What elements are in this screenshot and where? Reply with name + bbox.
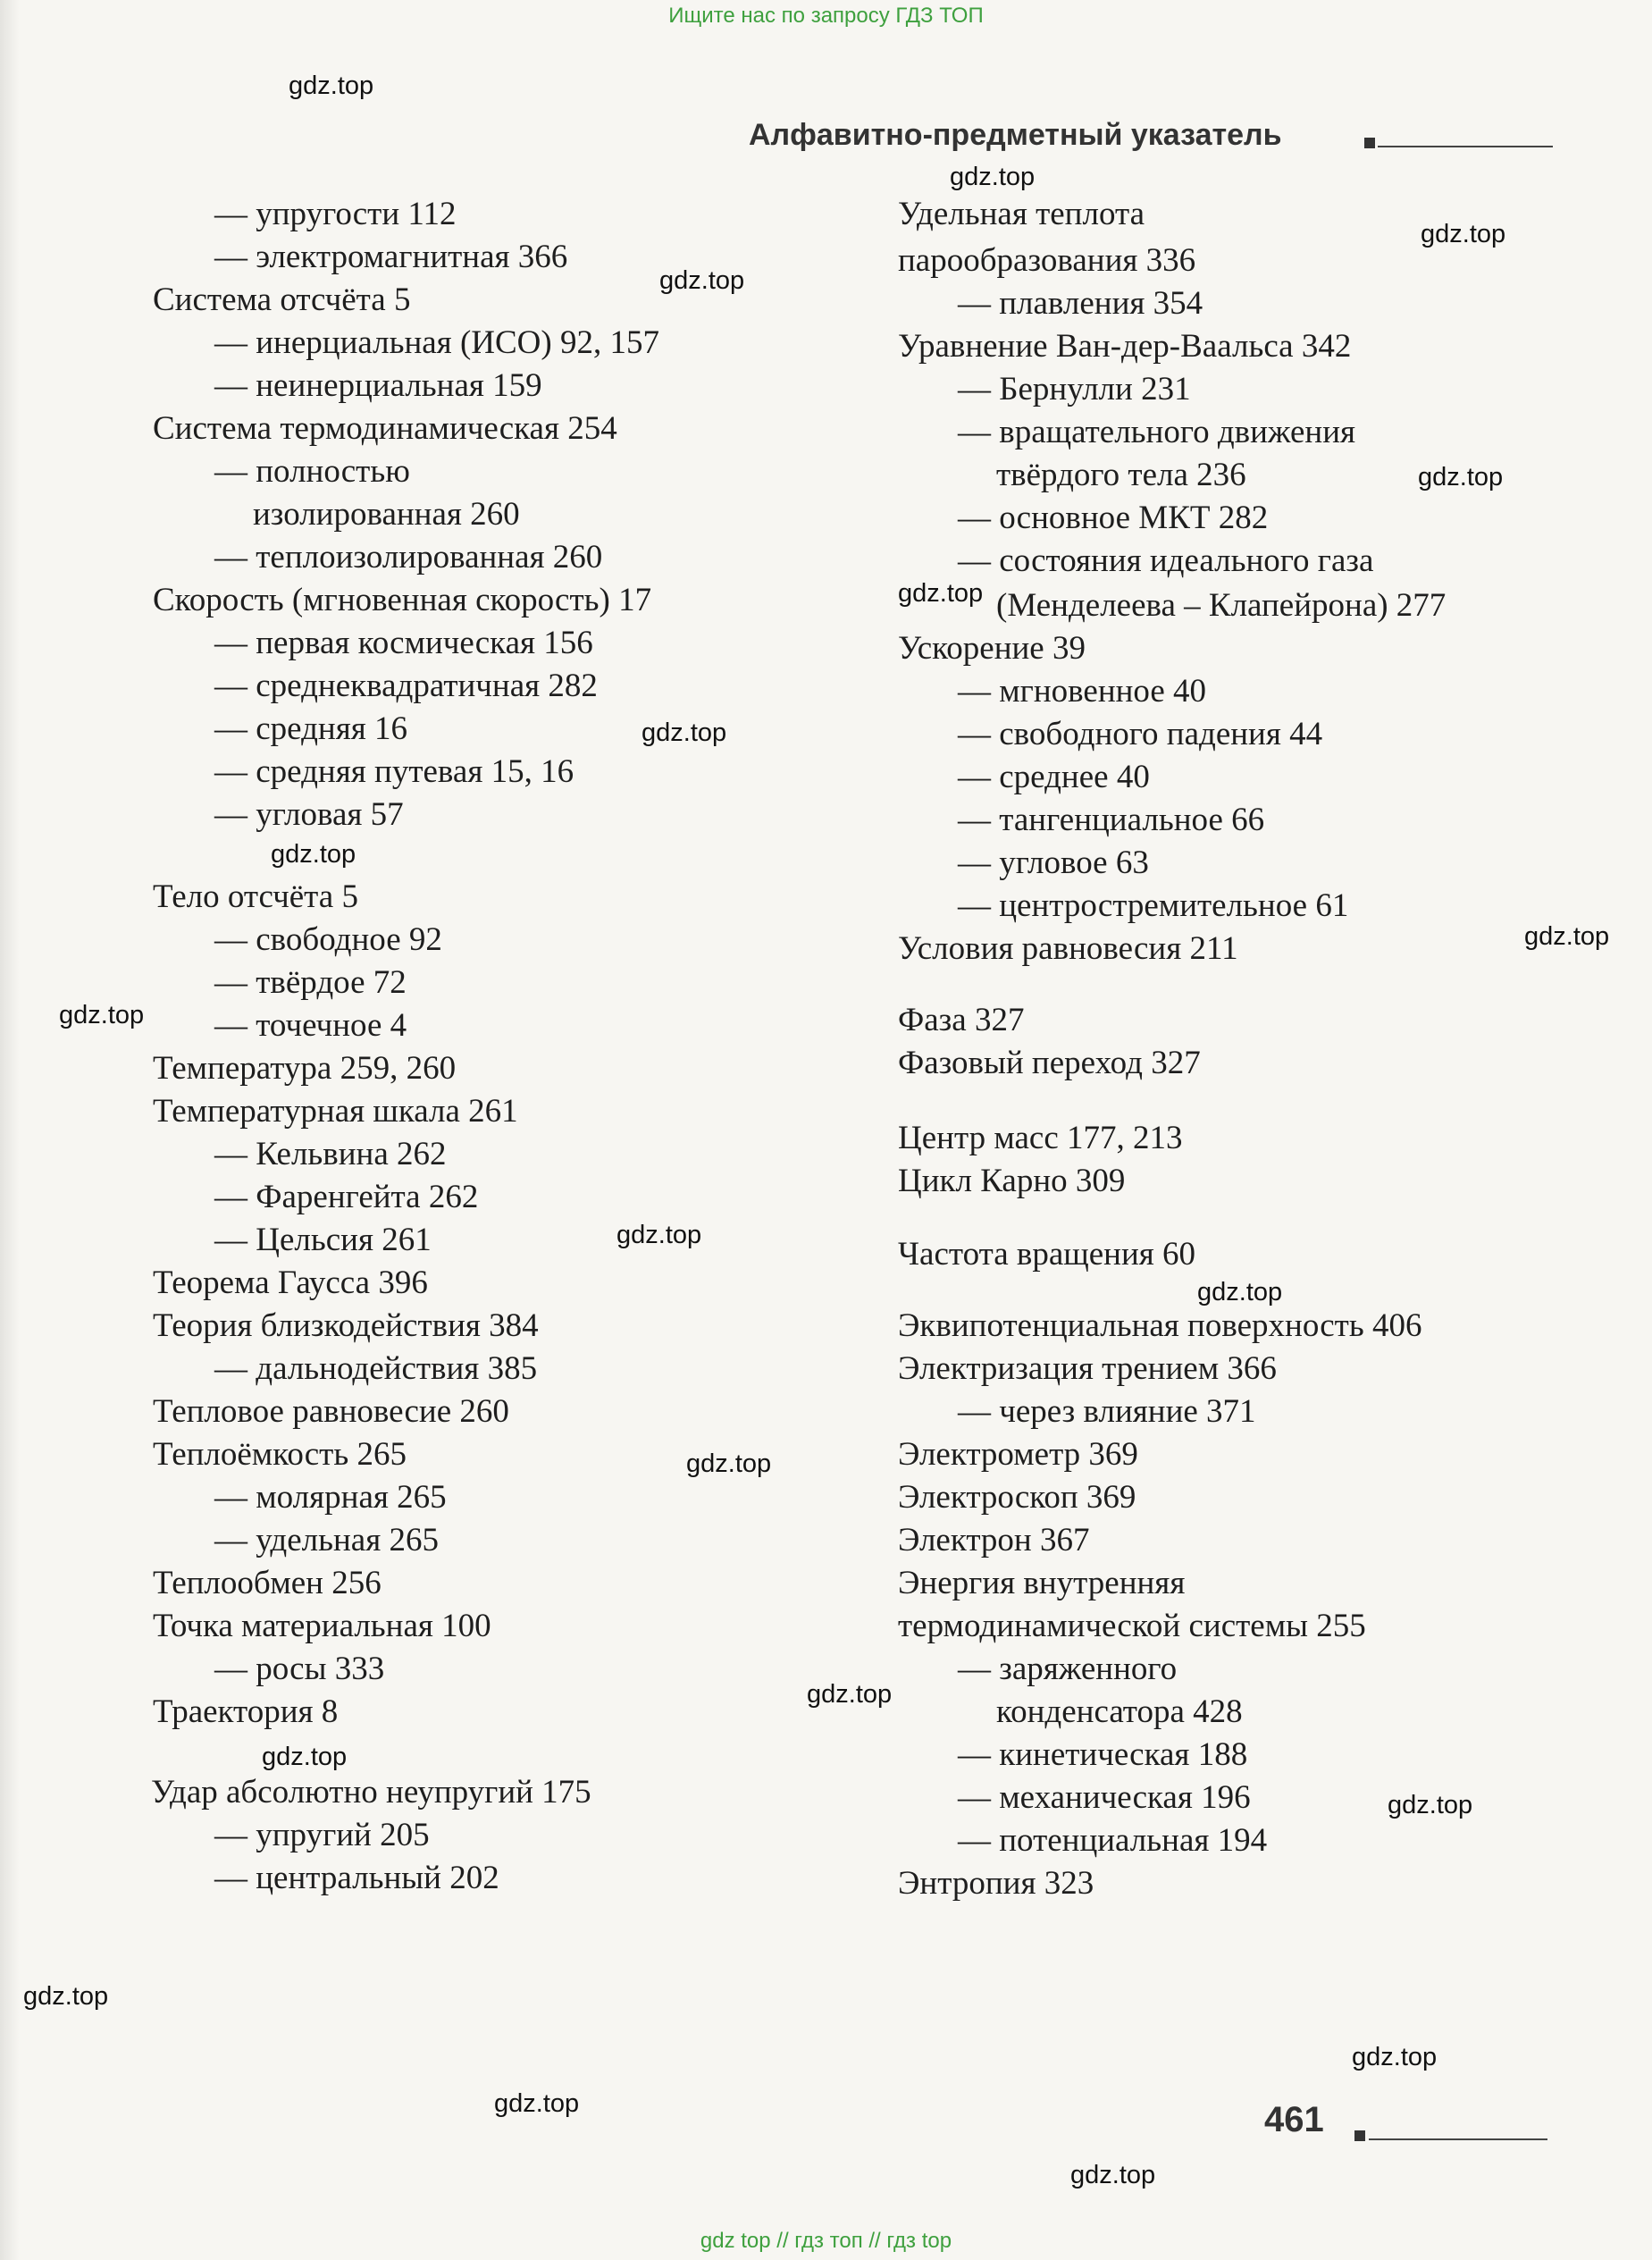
index-entry: Частота вращения 60 [898,1236,1196,1273]
index-entry: — потенциальная 194 [958,1822,1268,1859]
index-entry: — удельная 265 [214,1522,439,1558]
page-number: 461 [1264,2100,1324,2139]
index-entry: — дальнодействия 385 [214,1350,538,1387]
index-entry: Уравнение Ван-дер-Ваальса 342 [898,328,1352,365]
page-title: Алфавитно-предметный указатель [749,118,1282,152]
index-entry: Удельная теплота [898,196,1145,232]
index-entry: Условия равновесия 211 [898,930,1238,967]
index-entry: Фазовый переход 327 [898,1045,1201,1081]
index-entry: — состояния идеального газа [958,542,1374,579]
index-entry: изолированная 260 [253,496,520,533]
index-entry: Центр масс 177, 213 [898,1120,1183,1156]
index-entry: — заряженного [958,1651,1178,1687]
index-entry: Удар абсолютно неупругий 175 [151,1774,591,1811]
index-entry: Теорема Гаусса 396 [153,1264,428,1301]
index-entry: — угловая 57 [214,796,404,833]
index-entry: — механическая 196 [958,1779,1251,1816]
watermark: gdz.top [1352,2043,1438,2071]
index-entry: Температурная шкала 261 [153,1093,518,1130]
watermark: gdz.top [898,579,984,608]
watermark: gdz.top [950,163,1036,191]
index-entry: — плавления 354 [958,285,1203,322]
watermark: gdz.top [1524,922,1610,951]
index-entry: — вращательного движения [958,414,1356,450]
index-entry: — теплоизолированная 260 [214,539,603,576]
index-entry: Температура 259, 260 [153,1050,457,1087]
index-entry: — средняя путевая 15, 16 [214,753,574,790]
index-entry: — первая космическая 156 [214,625,593,661]
index-entry: Траектория 8 [153,1693,339,1730]
index-entry: — центральный 202 [214,1860,499,1896]
index-entry: Электрон 367 [898,1522,1090,1558]
bottom-banner[interactable]: gdz top // гдз топ // гдз top [700,2229,952,2253]
index-entry: — тангенциальное 66 [958,802,1265,838]
index-entry: — упругости 112 [214,196,457,232]
index-entry: — Кельвина 262 [214,1136,447,1172]
index-entry: Теплообмен 256 [153,1565,382,1601]
watermark: gdz.top [289,71,374,100]
index-entry: Теплоёмкость 265 [153,1436,407,1473]
index-entry: — инерциальная (ИСО) 92, 157 [214,324,659,361]
watermark: gdz.top [1388,1791,1473,1819]
watermark: gdz.top [1421,220,1506,248]
index-entry: Тепловое равновесие 260 [153,1393,509,1430]
index-entry: — молярная 265 [214,1479,447,1516]
index-entry: (Менделеева – Клапейрона) 277 [996,587,1447,624]
index-entry: Система термодинамическая 254 [153,410,617,447]
page-number-rule [1369,2138,1547,2140]
watermark: gdz.top [616,1221,702,1249]
index-entry: Энергия внутренняя [898,1565,1186,1601]
index-entry: Точка материальная 100 [153,1608,491,1644]
index-entry: — Цельсия 261 [214,1222,432,1258]
watermark: gdz.top [659,266,745,295]
watermark: gdz.top [686,1449,772,1478]
index-entry: — среднеквадратичная 282 [214,668,598,704]
index-entry: — через влияние 371 [958,1393,1256,1430]
index-entry: — Бернулли 231 [958,371,1191,407]
header-square-icon [1364,138,1375,148]
top-banner[interactable]: Ищите нас по запросу ГДЗ ТОП [668,4,984,28]
index-entry: Энтропия 323 [898,1865,1094,1902]
watermark: gdz.top [642,718,727,747]
index-entry: — центростремительное 61 [958,887,1349,924]
index-entry: Скорость (мгновенная скорость) 17 [153,582,652,618]
index-entry: — упругий 205 [214,1817,430,1853]
watermark: gdz.top [1070,2161,1156,2189]
index-entry: Электризация трением 366 [898,1350,1277,1387]
index-entry: — угловое 63 [958,844,1149,881]
index-entry: — Фаренгейта 262 [214,1179,479,1215]
watermark: gdz.top [1418,463,1504,491]
index-entry: Электрометр 369 [898,1436,1138,1473]
index-entry: — мгновенное 40 [958,673,1207,710]
index-entry: Электроскоп 369 [898,1479,1136,1516]
index-entry: — твёрдое 72 [214,964,407,1001]
watermark: gdz.top [59,1001,145,1029]
index-entry: Теория близкодействия 384 [153,1307,539,1344]
index-entry: — свободного падения 44 [958,716,1323,752]
index-entry: — неинерциальная 159 [214,367,542,404]
index-entry: — электромагнитная 366 [214,239,568,275]
index-entry: термодинамической системы 255 [898,1608,1366,1644]
page-edge-shadow [0,0,20,2260]
page-number-square-icon [1354,2130,1365,2141]
index-entry: парообразования 336 [898,242,1196,279]
header-rule [1378,146,1553,147]
watermark: gdz.top [23,1982,109,2011]
index-entry: Фаза 327 [898,1002,1025,1038]
index-entry: конденсатора 428 [996,1693,1243,1730]
index-entry: Система отсчёта 5 [153,281,411,318]
index-entry: Тело отсчёта 5 [153,878,358,915]
index-entry: Цикл Карно 309 [898,1163,1126,1199]
index-entry: Ускорение 39 [898,630,1086,667]
index-entry: — полностью [214,453,410,490]
index-entry: — точечное 4 [214,1007,407,1044]
watermark: gdz.top [262,1743,348,1771]
index-entry: — основное МКТ 282 [958,500,1269,536]
watermark: gdz.top [1197,1278,1283,1306]
index-entry: — среднее 40 [958,759,1150,795]
index-entry: твёрдого тела 236 [996,457,1246,493]
index-entry: — росы 333 [214,1651,385,1687]
watermark: gdz.top [271,840,356,869]
index-entry: — средняя 16 [214,710,408,747]
index-entry: Эквипотенциальная поверхность 406 [898,1307,1422,1344]
index-entry: — свободное 92 [214,921,442,958]
watermark: gdz.top [494,2089,580,2118]
watermark: gdz.top [807,1680,893,1709]
index-entry: — кинетическая 188 [958,1736,1248,1773]
